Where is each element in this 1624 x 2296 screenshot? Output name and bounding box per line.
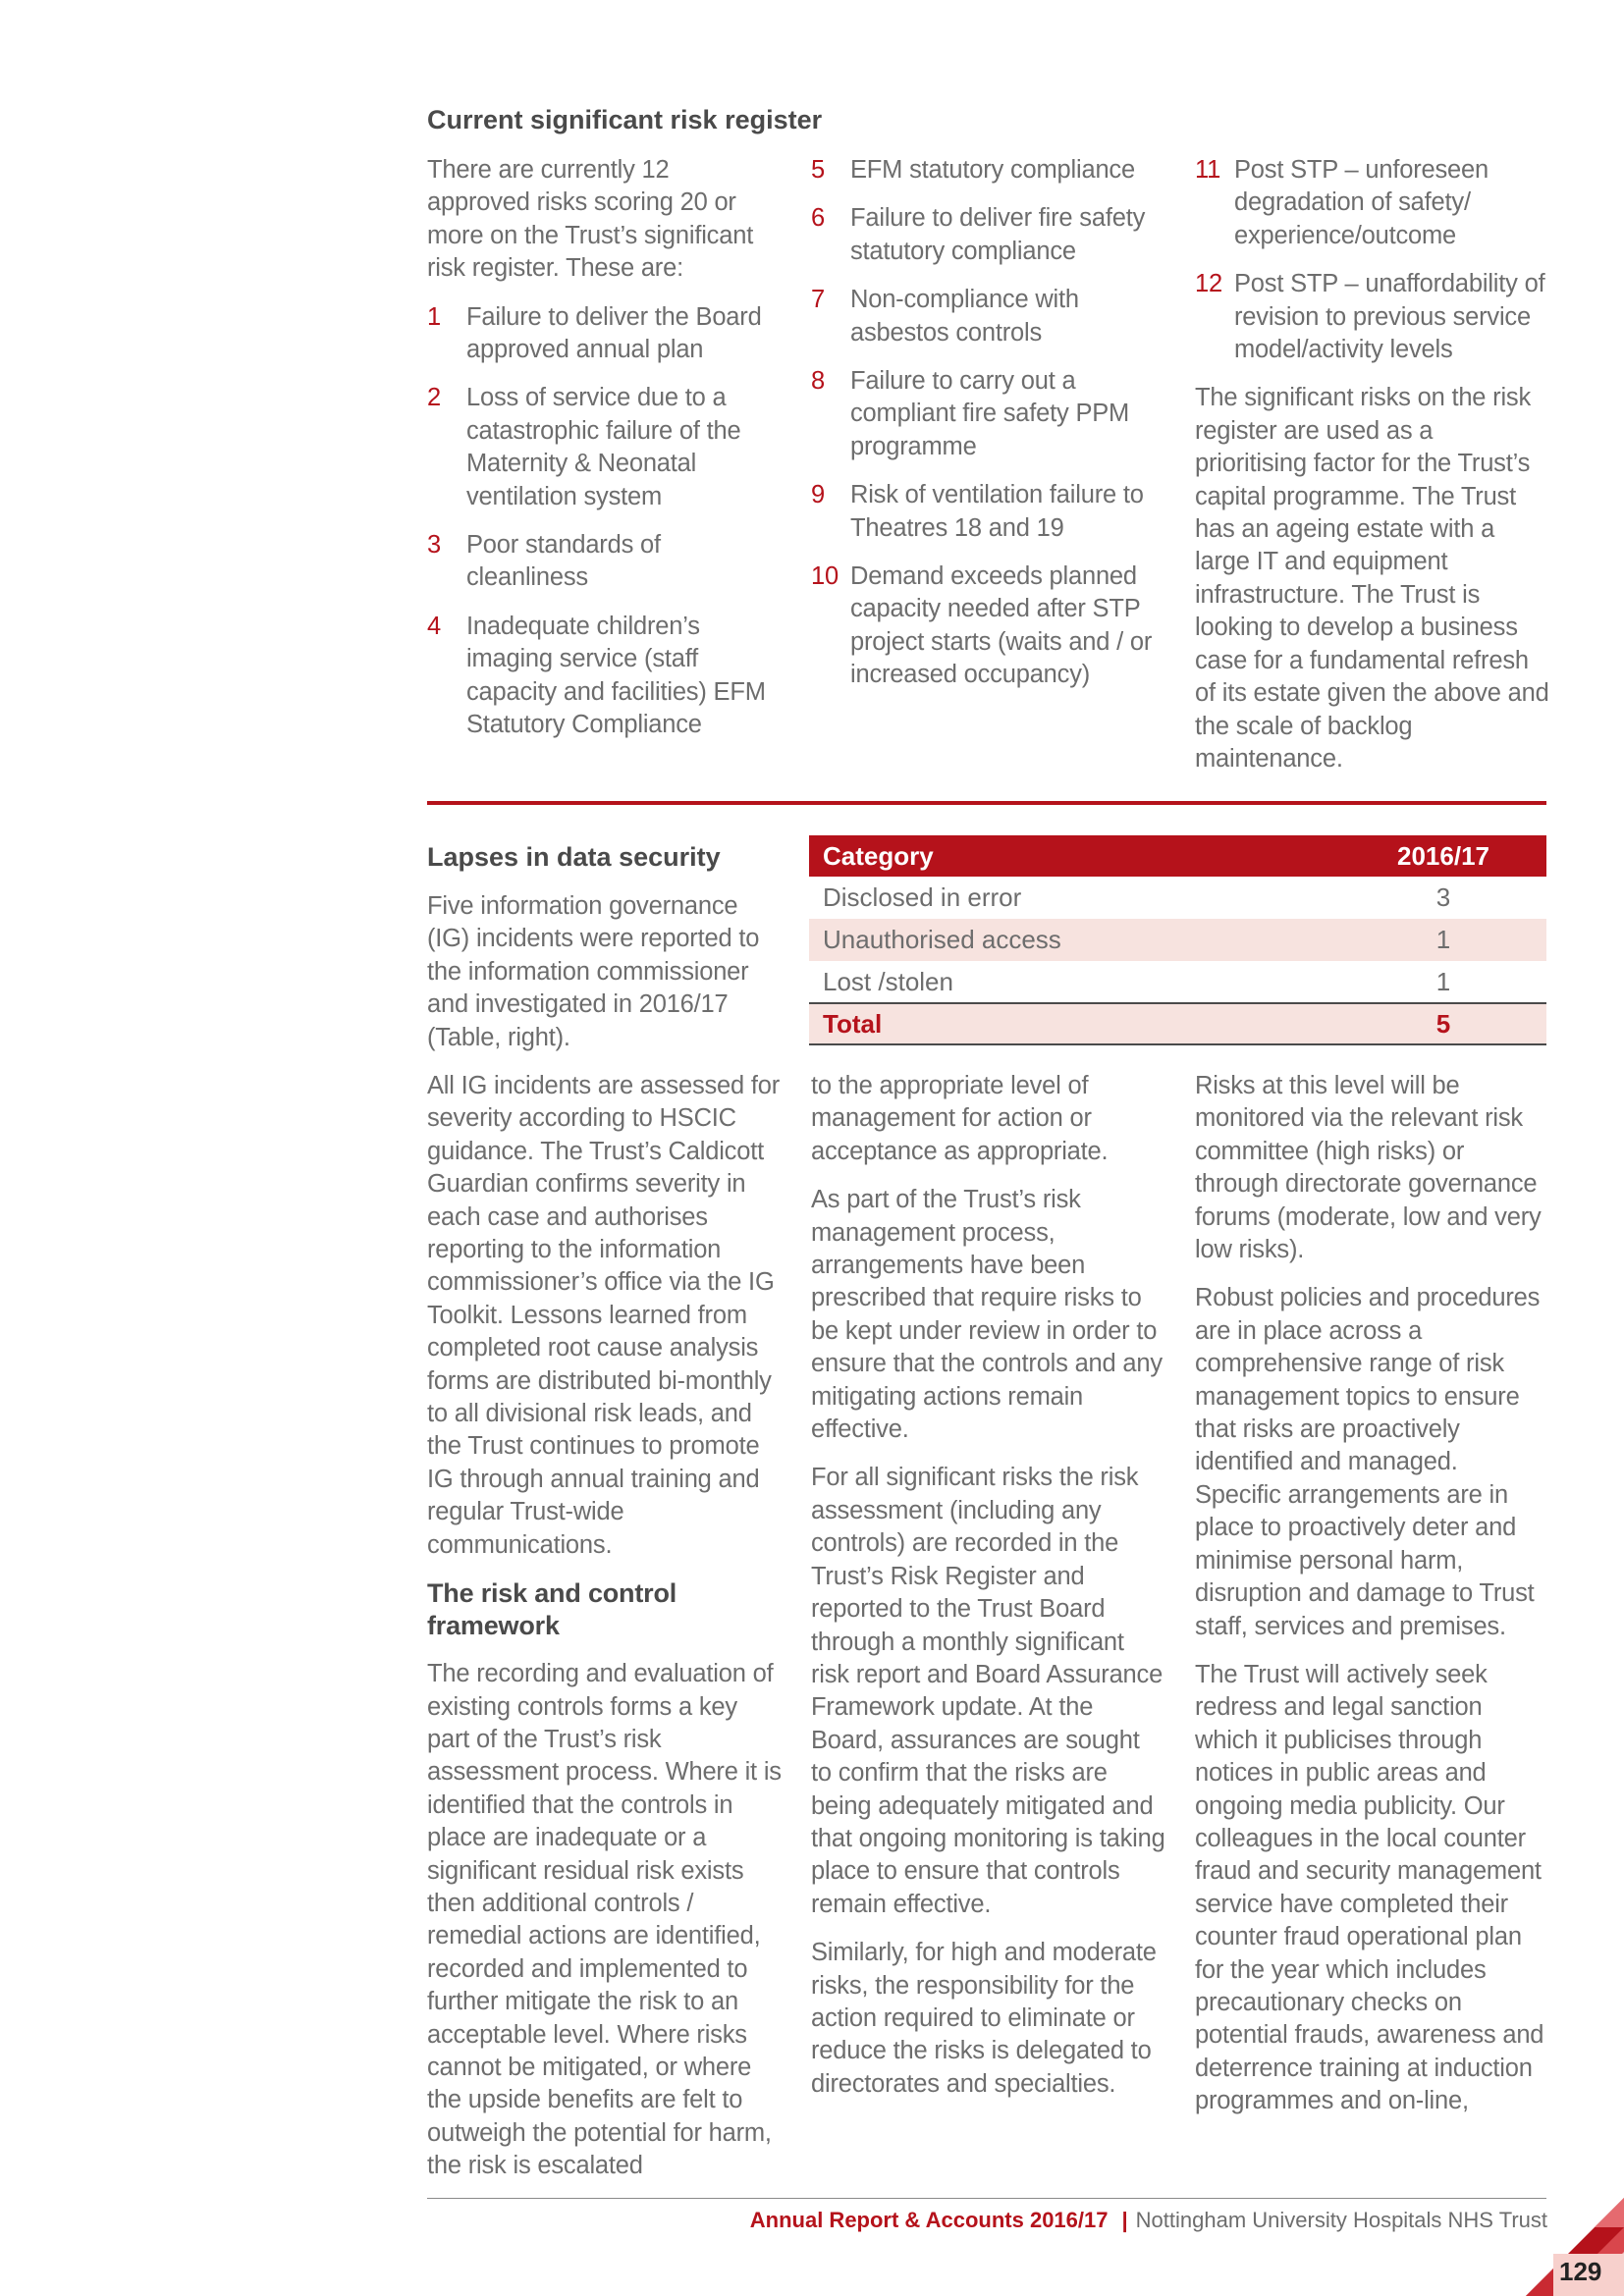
data-security-assessment: All IG incidents are assessed for severity according to HSCIC guidance. The Trust’s Caldicott Guardian confirms severity in each case and authorises reporting to the information commissioner’s office via the IG Toolkit. Lessons learned from completed root cause analysis forms are distributed bi-monthly to all divisional risk leads, and the Trust continues to promote IG through annual training and regular Trust-wide communications. <box>427 1072 781 1559</box>
column-header-year: 2016/17 <box>1340 835 1546 877</box>
list-item: 10 Demand exceeds planned capacity needed after STP project starts (waits and / or increased occupancy) <box>811 562 1153 689</box>
footer-separator: | <box>1121 2208 1128 2232</box>
risk-register-col-1 <box>427 154 781 758</box>
footer-report-title: Annual Report & Accounts 2016/17 <box>749 2208 1109 2232</box>
list-item: 1 Failure to deliver the Board approved annual plan <box>427 302 762 364</box>
risk-register-col-2 <box>811 154 1172 708</box>
table-cell-value: 1 <box>1435 966 1451 996</box>
risk-control-p8: The Trust will actively seek redress and legal sanction which it publicises through notices in public areas and ongoing media publicity. Our colleagues in the local counter fraud and security management service have completed their counter fraud operational plan for the year which includes precautionary checks on potential frauds, awareness and deterrence training at induction programmes and on-line, <box>1195 1660 1544 2115</box>
risk-register-closing: The significant risks on the risk register are used as a prioritising factor for the Trust’s capital programme. The Trust has an ageing estate with a large IT and equipment infrastructure. The Trust is looking to develop a business case for a fundamental refresh of its estate given the above and the scale of backlog maintenance. <box>1195 384 1549 773</box>
risk-control-p6: Risks at this level will be monitored via the relevant risk committee (high risks) or through directorate governance forums (moderate, low and very low risks). <box>1195 1072 1542 1264</box>
risk-register-heading: Current significant risk register <box>427 105 823 134</box>
list-item: 7 Non-compliance with asbestos controls <box>811 286 1079 347</box>
list-item: 9 Risk of ventilation failure to Theatres 18 and 19 <box>811 481 1144 542</box>
risk-register-intro: There are currently 12 approved risks scoring 20 or more on the Trust’s significant risk register. These are: <box>427 156 754 283</box>
data-security-intro-col <box>427 890 783 1070</box>
risk-control-p4: For all significant risks the risk assessment (including any controls) are recorded in the Trust’s Risk Register and reported to the Trust Board through a monthly significant risk report and Board Assurance Framework update. At the Board, assurances are sought to confirm that the risks are being adequately mitigated and that ongoing monitoring is taking place to ensure that controls remain effective. <box>811 1464 1165 1918</box>
risk-control-heading: The risk and control framework <box>427 1578 677 1641</box>
table-cell-category: Disclosed in error <box>823 882 1022 912</box>
table-row <box>809 877 1546 919</box>
list-item: 2 Loss of service due to a catastrophic failure of the Maternity & Neonatal ventilation system <box>427 384 741 510</box>
ig-incidents-table <box>809 835 1546 1045</box>
risk-control-p5: Similarly, for high and moderate risks, the responsibility for the action required to eliminate or reduce the risks is delegated to directorates and specialties. <box>811 1939 1157 2098</box>
table-header-row <box>809 835 1546 877</box>
footer-organisation: Nottingham University Hospitals NHS Trust <box>1135 2208 1547 2232</box>
table-row <box>809 919 1546 961</box>
column-header-category: Category <box>809 835 1340 877</box>
table-row <box>809 961 1546 1003</box>
risk-list <box>427 301 781 742</box>
list-item: 8 Failure to carry out a compliant fire safety PPM programme <box>811 367 1130 460</box>
lower-col-2 <box>811 1070 1166 2116</box>
table-total-value: 5 <box>1340 1003 1546 1044</box>
risk-register-col-3 <box>1195 154 1550 791</box>
section-divider <box>427 801 1546 805</box>
risk-list <box>811 154 1172 692</box>
risk-list <box>1195 154 1550 366</box>
list-item: 3 Poor standards of cleanliness <box>427 531 661 592</box>
risk-control-p2: to the appropriate level of management for action or acceptance as appropriate. <box>811 1072 1109 1165</box>
data-security-heading: Lapses in data security <box>427 842 721 872</box>
list-item: 4 Inadequate children’s imaging service (staff capacity and facilities) EFM Statutory Compliance <box>427 612 766 739</box>
lower-col-1 <box>427 1070 783 2199</box>
table-cell-category: Lost /stolen <box>823 966 953 996</box>
list-item: 6 Failure to deliver fire safety statutory compliance <box>811 204 1146 265</box>
footer <box>750 2206 1547 2235</box>
table-cell-category: Unauthorised access <box>809 919 1340 961</box>
page-number: 129 <box>1559 2257 1602 2286</box>
risk-control-p7: Robust policies and procedures are in place across a comprehensive range of risk management topics to ensure that risks are proactively identified and managed. Specific arrangements are in place to proactively deter and minimise personal harm, disruption and damage to Trust staff, services and premises. <box>1195 1284 1541 1640</box>
risk-control-p1: The recording and evaluation of existing controls forms a key part of the Trust’s risk assessment process. Where it is identified that the controls in place are inadequate or a significant residual risk exists then additional controls / remedial actions are identified, recorded and implemented to further mitigate the risk to an acceptable level. Where risks cannot be mitigated, or where the upside benefits are felt to outweigh the potential for harm, the risk is escalated <box>427 1660 782 2180</box>
risk-control-p3: As part of the Trust’s risk management process, arrangements have been prescribed that require risks to be kept under review in order to ensure that the controls and any mitigating actions remain effective. <box>811 1186 1163 1444</box>
table-total-label: Total <box>809 1003 1340 1044</box>
footer-rule <box>427 2198 1546 2199</box>
table-cell-value: 3 <box>1435 882 1451 912</box>
list-item: 12 Post STP – unaffordability of revision to previous service model/activity levels <box>1195 270 1545 364</box>
table-cell-value: 1 <box>1340 919 1546 961</box>
list-item: 5 EFM statutory compliance <box>811 156 1135 184</box>
table-total-row <box>809 1003 1546 1044</box>
lower-col-3 <box>1195 1070 1550 2134</box>
data-security-intro: Five information governance (IG) incidents were reported to the information commissioner and investigated in 2016/17 (Table, right). <box>427 892 760 1051</box>
list-item: 11 Post STP – unforeseen degradation of safety/ experience/outcome <box>1195 156 1489 249</box>
